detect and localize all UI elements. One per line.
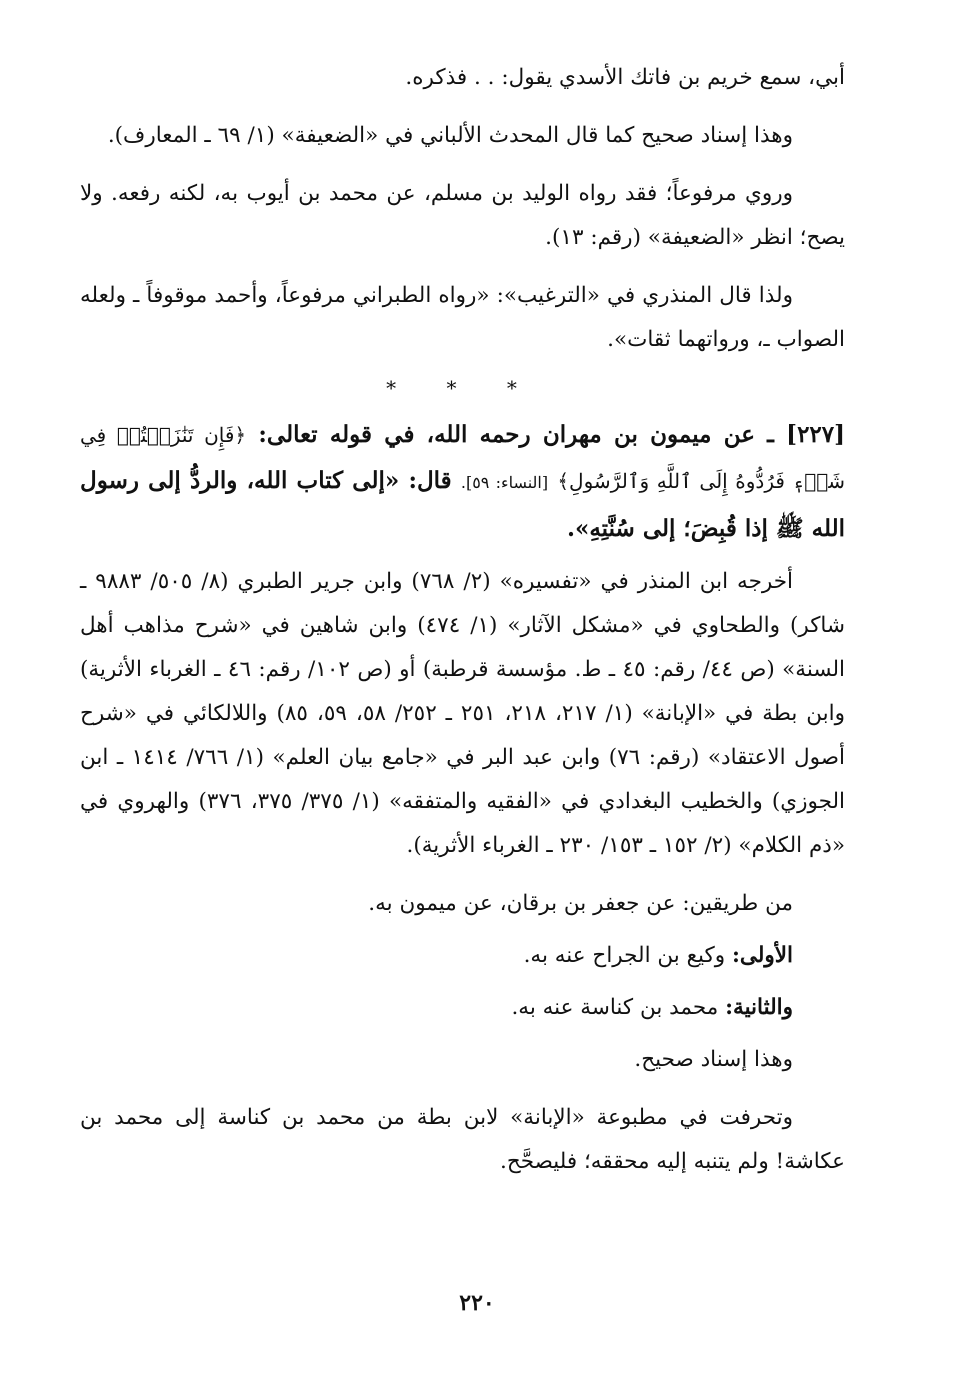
path-second xyxy=(80,986,793,1030)
hadith-intro: ـ عن ميمون بن مهران رحمه الله، في قوله تعالى: xyxy=(258,421,774,448)
path-second-text: محمد بن كناسة عنه به. xyxy=(511,995,719,1020)
hadith-block xyxy=(80,412,845,552)
paragraph-isnad-grade: وهذا إسناد صحيح كما قال المحدث الألباني في «الضعيفة» (١/ ٦٩ ـ المعارف). xyxy=(107,123,793,148)
section-separator: * * * xyxy=(386,376,539,400)
paragraph-marfu: وروي مرفوعاً؛ فقد رواه الوليد بن مسلم، عن محمد بن أيوب به، لكنه رفعه. ولا يصح؛ انظر «الضعيفة» (رقم: ١٣). xyxy=(80,181,845,250)
takhrij-paragraph: أخرجه ابن المنذر في «تفسيره» (٢/ ٧٦٨) وابن جرير الطبري (٨/ ٥٠٥/ ٩٨٨٣ ـ شاكر) والطحاوي في «مشكل الآثار» (١/ ٤٧٤) وابن شاهين في «شرح مذاهب أهل السنة» (ص ٤٤/ رقم: ٤٥ ـ ط. مؤسسة قرطبة) أو (ص ١٠٢/ رقم: ٤٦ ـ الغرباء الأثرية) وابن بطة في «الإبانة» (١/ ٢١٧، ٢١٨، ٢٥١ ـ ٢٥٢/ ٥٨، ٥٩، ٨٥) واللالكائي في «شرح أصول الاعتقاد» (رقم: ٧٦) وابن عبد البر في «جامع بيان العلم» (١/ ٧٦٦/ ١٤١٤ ـ ابن الجوزي) والخطيب البغدادي في «الفقيه والمتفقه» (١/ ٣٧٥/ ٣٧٥، ٣٧٦) والهروي في «ذم الكلام» (٢/ ١٥٢ ـ ١٥٣/ ٢٣٠ ـ الغرباء الأثرية). xyxy=(80,569,846,858)
paths-intro: من طريقين: عن جعفر بن برقان، عن ميمون به. xyxy=(368,891,793,916)
page-body xyxy=(80,56,845,1184)
path-first xyxy=(80,934,793,978)
hadith-number: [٢٢٧] xyxy=(786,421,846,448)
isnad-grade: وهذا إسناد صحيح. xyxy=(634,1047,793,1072)
hadith-text: قال: «إلى كتاب الله، والردُّ إلى رسول الله ﷺ إذا قُبِضَ؛ إلى سُنَّتِهِ». xyxy=(80,467,845,542)
path-first-text: وكيع بن الجراح عنه به. xyxy=(523,943,726,968)
quran-verse: ﴿فَإِن تَنَٰزَعۡتُمۡ فِي شَيۡءٖ فَرُدُّوهُ إِلَى ٱللَّهِ وَٱلرَّسُولِ﴾ xyxy=(80,423,845,493)
path-first-label: الأولى: xyxy=(731,943,793,968)
paths-list xyxy=(80,882,845,1082)
path-second-label: والثانية: xyxy=(725,995,793,1020)
verse-reference: [النساء: ٥٩]. xyxy=(460,473,549,492)
page-number: ٢٢٠ xyxy=(459,1290,495,1316)
closing-paragraph: وتحرفت في مطبوعة «الإبانة» لابن بطة من محمد بن كناسة إلى محمد بن عكاشة! ولم يتنبه إليه محققه؛ فليصحَّح. xyxy=(80,1105,845,1174)
paragraph-continuation: أبي، سمع خريم بن فاتك الأسدي يقول: . . فذكره. xyxy=(405,65,845,90)
paragraph-mundhiri: ولذا قال المنذري في «الترغيب»: «رواه الطبراني مرفوعاً، وأحمد موقوفاً ـ ولعله الصواب ـ، ورواتهما ثقات». xyxy=(80,283,845,352)
